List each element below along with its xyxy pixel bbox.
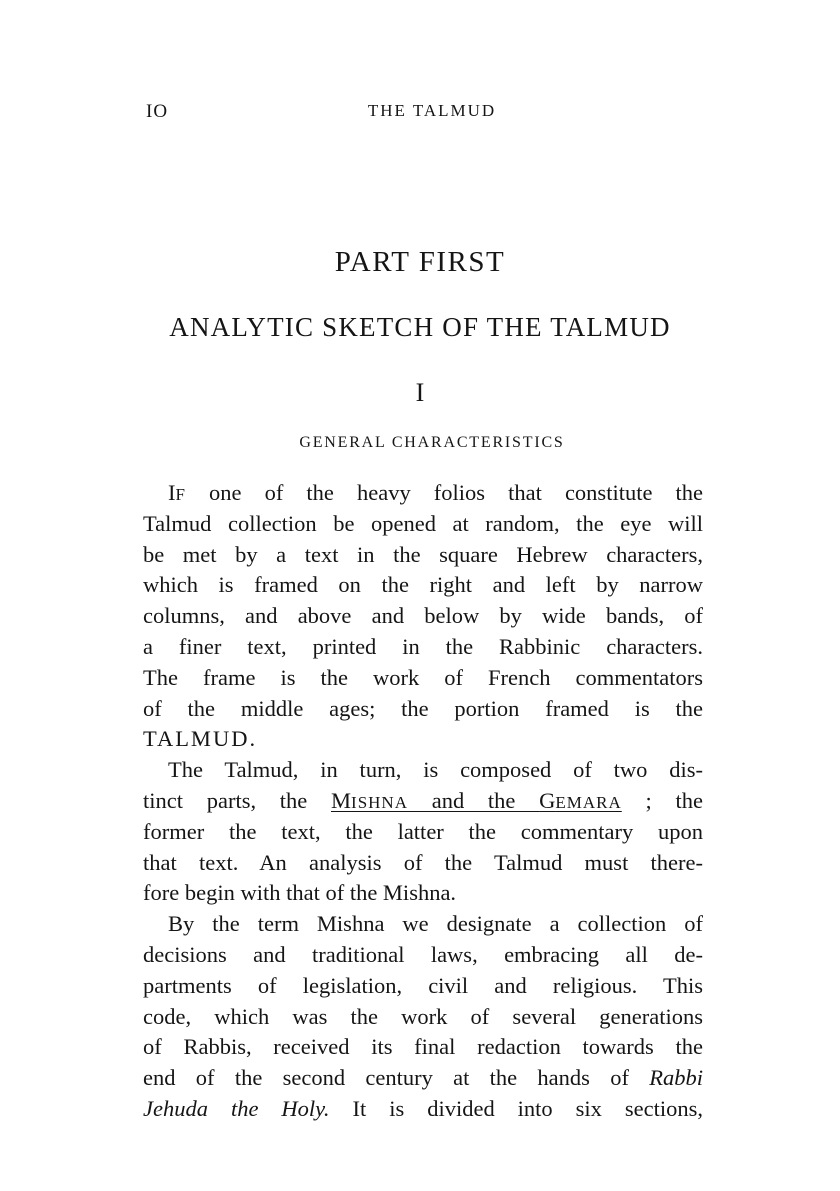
small-caps: F xyxy=(175,485,186,504)
text-line: former the text, the latter the commentary upon xyxy=(143,818,703,844)
italic-name: Jehuda the Holy. xyxy=(143,1095,330,1121)
chapter-title: GENERAL CHARACTERISTICS xyxy=(299,434,565,451)
text-line: The frame is the work of French commentators xyxy=(143,664,703,690)
part-heading: PART FIRST xyxy=(334,246,506,278)
text-line: tinct parts, the MISHNA and the GEMARA ; the xyxy=(143,787,703,813)
chapter-number: I xyxy=(415,378,425,407)
text-line: decisions and traditional laws, embracing all de- xyxy=(143,941,703,967)
text-line: partments of legislation, civil and religious. This xyxy=(143,972,703,998)
text-line: which is framed on the right and left by narrow xyxy=(143,572,703,598)
text-line: code, which was the work of several generations xyxy=(143,1003,703,1029)
page-number: IO xyxy=(146,101,169,122)
text-line: of Rabbis, received its final redaction towards the xyxy=(143,1034,703,1060)
text-line: The Talmud, in turn, is composed of two dis- xyxy=(168,757,703,783)
text-line: TALMUD. xyxy=(143,726,258,752)
text-line: that text. An analysis of the Talmud must there- xyxy=(143,849,703,875)
running-head xyxy=(146,101,706,127)
text-line: Talmud collection be opened at random, the eye will xyxy=(143,510,703,536)
underlined-term: MISHNA and the GEMARA xyxy=(331,787,622,813)
text-line: end of the second century at the hands of Rabbi xyxy=(143,1065,703,1091)
text-line: IF one of the heavy folios that constitute the xyxy=(168,480,703,505)
running-title: THE TALMUD xyxy=(367,101,497,120)
drop-initial: I xyxy=(168,480,176,505)
text-line: fore begin with that of the Mishna. xyxy=(143,880,457,906)
text-line: Jehuda the Holy. It is divided into six sections, xyxy=(143,1095,703,1121)
text-line: columns, and above and below by wide bands, of xyxy=(143,603,703,629)
section-heading: ANALYTIC SKETCH OF THE TALMUD xyxy=(169,312,671,342)
body-text xyxy=(143,478,703,1125)
italic-name: Rabbi xyxy=(649,1065,703,1091)
text-line: of the middle ages; the portion framed is the xyxy=(143,695,703,721)
text-line: By the term Mishna we designate a collection of xyxy=(168,911,703,937)
text-line: a finer text, printed in the Rabbinic characters. xyxy=(143,633,703,659)
text-line: be met by a text in the square Hebrew characters, xyxy=(143,541,703,567)
